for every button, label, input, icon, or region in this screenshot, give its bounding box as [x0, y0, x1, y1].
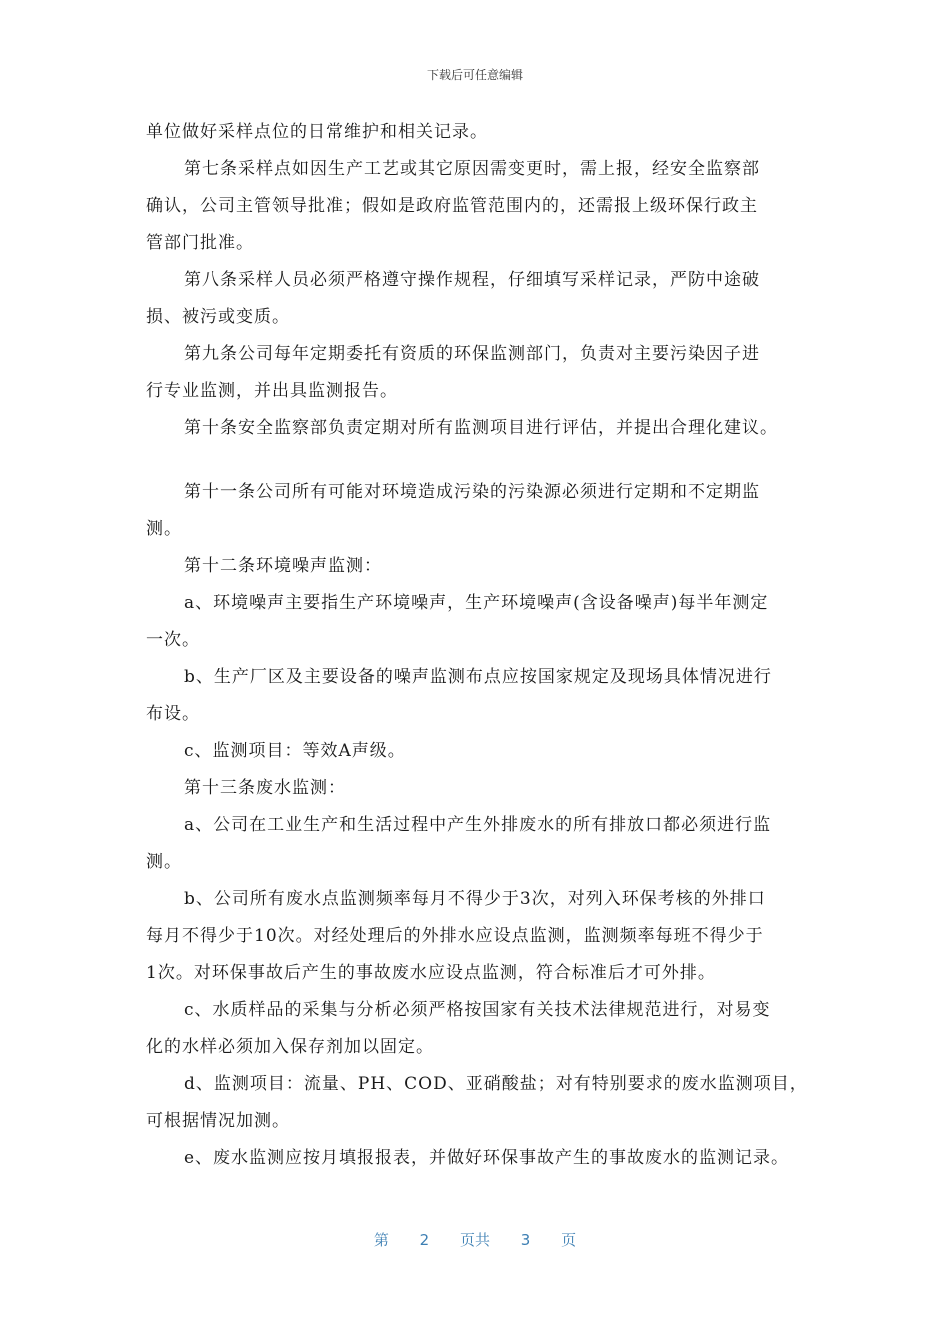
body-line: 行专业监测，并出具监测报告。	[146, 381, 398, 401]
footer-mid: 页共	[459, 1231, 490, 1249]
body-line: c、监测项目：等效A声级。	[184, 741, 406, 761]
body-line: 第七条采样点如因生产工艺或其它原因需变更时，需上报，经安全监察部	[184, 159, 760, 179]
body-line: b、生产厂区及主要设备的噪声监测布点应按国家规定及现场具体情况进行	[184, 667, 772, 687]
document-body	[146, 114, 822, 1177]
body-line: 测。	[146, 852, 182, 872]
body-line: a、公司在工业生产和生活过程中产生外排废水的所有排放口都必须进行监	[184, 815, 772, 835]
body-line: b、公司所有废水点监测频率每月不得少于3次，对列入环保考核的外排口	[184, 889, 766, 909]
body-line: 每月不得少于10次。对经处理后的外排水应设点监测，监测频率每班不得少于	[146, 926, 764, 946]
body-line: 损、被污或变质。	[146, 307, 290, 327]
footer-total-pages: 3	[520, 1231, 531, 1249]
body-line: 第十一条公司所有可能对环境造成污染的污染源必须进行定期和不定期监	[184, 482, 760, 502]
page-footer	[0, 1229, 950, 1250]
header-note: 下载后可任意编辑	[426, 68, 523, 82]
body-line: 第十条安全监察部负责定期对所有监测项目进行评估，并提出合理化建议。	[184, 418, 778, 438]
body-line: a、环境噪声主要指生产环境噪声，生产环境噪声(含设备噪声)每半年测定	[184, 593, 769, 613]
body-line: 一次。	[146, 630, 200, 650]
body-line: 1次。对环保事故后产生的事故废水应设点监测，符合标准后才可外排。	[146, 963, 716, 983]
body-line: d、监测项目：流量、PH、COD、亚硝酸盐；对有特别要求的废水监测项目，	[184, 1074, 808, 1094]
body-line: 管部门批准。	[146, 233, 254, 253]
body-line: 第九条公司每年定期委托有资质的环保监测部门，负责对主要污染因子进	[184, 344, 760, 364]
body-line: 测。	[146, 519, 182, 539]
footer-suffix: 页	[561, 1231, 577, 1249]
body-line: 布设。	[146, 704, 200, 724]
body-line: 第十二条环境噪声监测：	[184, 556, 382, 576]
footer-prefix: 第	[373, 1231, 389, 1249]
body-line: 可根据情况加测。	[146, 1111, 290, 1131]
paragraph-gap	[146, 447, 822, 474]
body-line: 第八条采样人员必须严格遵守操作规程，仔细填写采样记录，严防中途破	[184, 270, 760, 290]
footer-current-page: 2	[419, 1231, 430, 1249]
body-line: 单位做好采样点位的日常维护和相关记录。	[146, 122, 488, 142]
body-line: e、废水监测应按月填报报表，并做好环保事故产生的事故废水的监测记录。	[184, 1148, 790, 1168]
body-line: 第十三条废水监测：	[184, 778, 346, 798]
body-line: 化的水样必须加入保存剂加以固定。	[146, 1037, 434, 1057]
body-line: c、水质样品的采集与分析必须严格按国家有关技术法律规范进行，对易变	[184, 1000, 771, 1020]
body-line: 确认，公司主管领导批准；假如是政府监管范围内的，还需报上级环保行政主	[146, 196, 758, 216]
